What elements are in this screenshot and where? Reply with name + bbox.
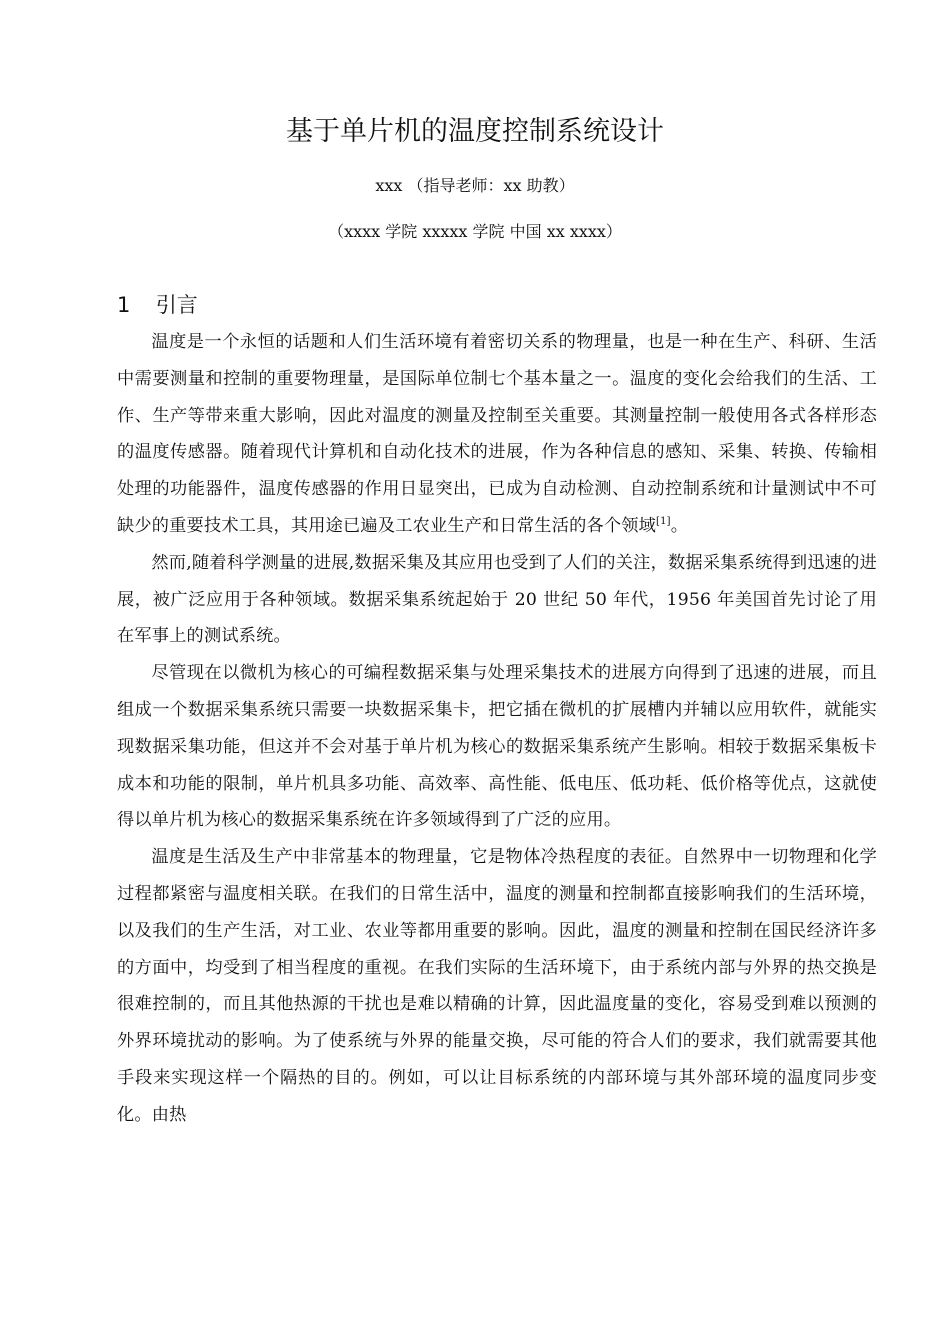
author-line: xxx （指导老师：xx 助教）: [375, 176, 575, 195]
section-number: 1: [117, 293, 131, 317]
document-title: 基于单片机的温度控制系统设计: [286, 116, 664, 147]
section-heading: [117, 290, 198, 320]
citation-marker[interactable]: [1]: [656, 515, 671, 527]
paragraph-1-text: 温度是一个永恒的话题和人们生活环境有着密切关系的物理量，也是一种在生产、科研、生活中需要测量和控制的重要物理量，是国际单位制七个基本量之一。温度的变化会给我们的生活、工作、生产等带来重大影响，因此对温度的测量及控制至关重要。其测量控制一般使用各式各样形态的温度传感器。随着现代计算机和自动化技术的进展，作为各种信息的感知、采集、转换、传输相处理的功能器件，温度传感器的作用日显突出，已成为自动检测、自动控制系统和计量测试中不可缺少的重要技术工具，其用途已遍及工农业生产和日常生活的各个领域: [117, 332, 877, 536]
paragraph-3: 尽管现在以微机为核心的可编程数据采集与处理采集技术的进展方向得到了迅速的进展，而且组成一个数据采集系统只需要一块数据采集卡，把它插在微机的扩展槽内并辅以应用软件，就能实现数据采集功能，但这并不会对基于单片机为核心的数据采集系统产生影响。相较于数据采集板卡成本和功能的限制，单片机具多功能、高效率、高性能、低电压、低功耗、低价格等优点，这就使得以单片机为核心的数据采集系统在许多领域得到了广泛的应用。: [117, 663, 877, 831]
paragraph-1: [117, 324, 877, 545]
affiliation-line: （xxxx 学院 xxxxx 学院 中国 xx xxxx）: [328, 222, 622, 241]
section-title: 引言: [155, 293, 198, 317]
paragraph-2: 然而,随着科学测量的进展,数据采集及其应用也受到了人们的关注，数据采集系统得到迅速的进展，被广泛应用于各种领域。数据采集系统起始于 20 世纪 50 年代，1956 年美国首先讨论了用在军事上的测试系统。: [117, 552, 877, 647]
paragraph-1-end: 。: [670, 515, 689, 536]
paragraph-4: 温度是生活及生产中非常基本的物理量，它是物体冷热程度的表征。自然界中一切物理和化学过程都紧密与温度相关联。在我们的日常生活中，温度的测量和控制都直接影响我们的生活环境，以及我们的生产生活，对工业、农业等都用重要的影响。因此，温度的测量和控制在国民经济许多的方面中，均受到了相当程度的重视。在我们实际的生活环境下，由于系统内部与外界的热交换是很难控制的，而且其他热源的干扰也是难以精确的计算，因此温度量的变化，容易受到难以预测的外界环境扰动的影响。为了使系统与外界的能量交换，尽可能的符合人们的要求，我们就需要其他手段来实现这样一个隔热的目的。例如，可以让目标系统的内部环境与其外部环境的温度同步变化。由热: [117, 847, 877, 1125]
body-text: [117, 324, 877, 1134]
